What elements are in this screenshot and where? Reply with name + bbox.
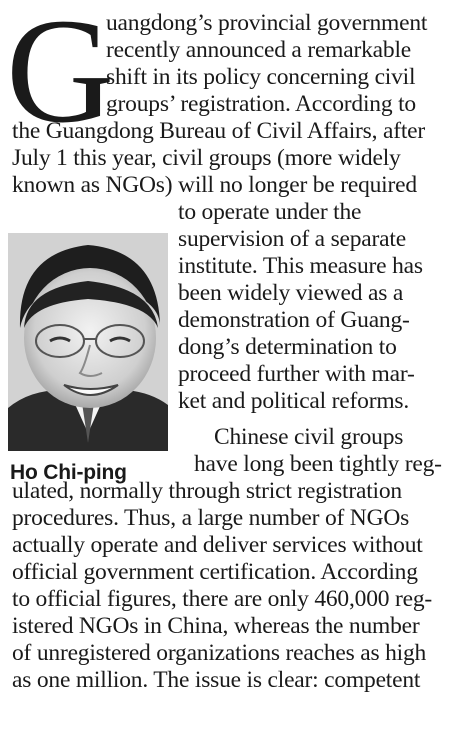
article-line: demonstration of Guang- <box>178 307 410 333</box>
article-line: have long been tightly reg- <box>194 451 442 477</box>
article-line: istered NGOs in China, whereas the number <box>12 613 420 639</box>
article-line: recently announced a remarkable <box>106 37 412 63</box>
article-line: July 1 this year, civil groups (more widely <box>12 145 401 171</box>
article-line: uangdong’s provincial government <box>106 10 428 36</box>
article-line: procedures. Thus, a large number of NGOs <box>12 505 410 531</box>
article-line: shift in its policy concerning civil <box>106 64 416 90</box>
article-line: as one million. The issue is clear: competent <box>12 667 421 693</box>
article-line: institute. This measure has <box>178 253 423 279</box>
article-line: proceed further with mar- <box>178 361 415 387</box>
article-line: to operate under the <box>178 199 362 225</box>
article-line: to official figures, there are only 460,000 reg- <box>12 586 432 612</box>
portrait-illustration <box>8 233 168 451</box>
article-line: supervision of a separate <box>178 226 406 252</box>
article-line: known as NGOs) will no longer be required <box>12 172 417 198</box>
article-line: official government certification. According <box>12 559 418 585</box>
article-line: dong’s determination to <box>178 334 397 360</box>
article-line: been widely viewed as a <box>178 280 404 306</box>
article-line: ket and political reforms. <box>178 388 410 414</box>
article-line: of unregistered organizations reaches as high <box>12 640 427 666</box>
article-line: groups’ registration. According to <box>106 91 416 117</box>
photo-caption: Ho Chi-ping <box>10 461 127 484</box>
article-line: Chinese civil groups <box>214 424 404 450</box>
portrait-photo <box>8 233 168 451</box>
article-line: the Guangdong Bureau of Civil Affairs, after <box>12 118 426 144</box>
drop-cap: G <box>6 0 115 154</box>
article-line: ulated, normally through strict registration <box>12 478 402 504</box>
article-line: actually operate and deliver services without <box>12 532 423 558</box>
